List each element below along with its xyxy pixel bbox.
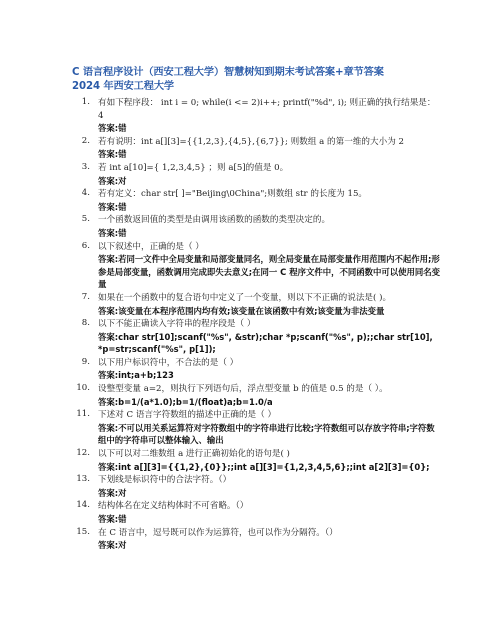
question-answer: 答案:错: [98, 201, 127, 212]
question-number: 6.: [81, 240, 90, 251]
question-item: [72, 409, 440, 447]
question-text: 若有定义：char str[ ]="Beijing\0China";则数组 str 的长度为 15。: [98, 189, 368, 200]
question-number: 1.: [81, 97, 90, 107]
question-item: [72, 97, 440, 135]
question-number: 4.: [81, 188, 90, 199]
title-line-1: C 语言程序设计（西安工程大学）智慧树知到期末考试答案+章节答案: [72, 67, 384, 78]
question-answer: 答案:int;a+b;123: [98, 370, 174, 381]
question-item: [72, 383, 440, 408]
question-text: 以下叙述中，正确的是（ ）: [98, 241, 204, 252]
question-text: 在 C 语言中，逗号既可以作为运算符，也可以作为分隔符。（）: [98, 527, 338, 538]
question-item: [72, 188, 440, 213]
question-text: 下划线是标识符中的合法字符。（）: [98, 475, 232, 486]
question-answer: 答案:若同一文件中全局变量和局部变量同名，则全局变量在局部变量作用范围内不起作用;形参是局部变量，函数调用完成即失去意义;在同一 C 程序文件中，不同函数中可以使用同名变量: [98, 254, 440, 290]
document-title: [72, 66, 452, 94]
question-number: 12.: [76, 448, 90, 459]
question-answer: 答案:错: [98, 149, 127, 160]
question-item: [72, 474, 440, 499]
question-text: 有如下程序段： int i = 0; while(i <= 2)i++; printf("%d", i); 则正确的执行结果是：4: [98, 98, 436, 121]
question-text: 以下不能正确读入字符串的程序段是（ ）: [98, 319, 256, 330]
question-answer: 答案:不可以用关系运算符对字符数组中的字符串进行比较;字符数组可以存放字符串;字符数组中的字符串可以整体输入、输出: [98, 422, 435, 446]
question-item: [72, 357, 440, 382]
question-text: 若有说明：int a[][3]={{1,2,3},{4,5},{6,7}}; 则数组 a 的第一维的大小为 2: [98, 136, 404, 147]
question-text: 结构体名在定义结构体时不可省略。（）: [98, 501, 249, 512]
question-item: [72, 136, 440, 161]
question-item: [72, 292, 440, 317]
question-text: 一个函数返回值的类型是由调用该函数的函数的类型决定的。: [98, 215, 331, 226]
title-line-2: 2024 年西安工程大学: [72, 81, 175, 92]
question-answer: 答案:错: [98, 227, 127, 238]
question-number: 13.: [76, 474, 90, 485]
question-answer: 答案:错: [98, 123, 127, 134]
question-text: 如果在一个函数中的复合语句中定义了一个变量，则以下不正确的说法是( )。: [98, 292, 392, 303]
question-text: 以下可以对二维数组 a 进行正确初始化的语句是( ): [98, 449, 290, 460]
question-number: 2.: [81, 135, 90, 146]
question-text: 设整型变量 a=2，则执行下列语句后，浮点型变量 b 的值是 0.5 的是（ ）。: [98, 384, 388, 395]
question-text: 若 int a[10]={ 1,2,3,4,5} ；则 a[5]的值是 0。: [98, 162, 289, 173]
question-answer: 答案:对: [98, 175, 127, 186]
question-number: 14.: [76, 500, 90, 511]
question-item: [72, 448, 440, 473]
question-answer: 答案:错: [98, 514, 127, 524]
question-list: [72, 97, 440, 553]
question-number: 8.: [81, 318, 90, 329]
question-number: 15.: [76, 526, 90, 537]
question-number: 5.: [81, 214, 90, 225]
question-number: 10.: [76, 383, 90, 394]
question-answer: 答案:该变量在本程序范围内均有效;该变量在该函数中有效;该变量为非法变量: [98, 305, 385, 316]
question-item: [72, 214, 440, 239]
question-item: [72, 162, 440, 187]
question-answer: 答案:char str[10];scanf("%s", &str);char *p;scanf("%s", p);;char str[10], *p=str;scanf("%s", p[1]);: [98, 331, 433, 355]
question-item: [72, 500, 440, 525]
question-answer: 答案:int a[][3]={{1,2},{0}};;int a[][3]={1,2,3,4,5,6};;int a[2][3]={0};: [98, 461, 430, 472]
question-answer: 答案:对: [98, 487, 127, 498]
question-item: [72, 241, 440, 291]
question-item: [72, 318, 440, 356]
question-answer: 答案:对: [98, 540, 127, 551]
question-number: 3.: [81, 161, 90, 172]
question-number: 11.: [76, 409, 90, 420]
question-number: 7.: [81, 291, 90, 302]
question-item: [72, 527, 440, 552]
question-number: 9.: [81, 356, 90, 367]
question-text: 以下用户标识符中，不合法的是（ ）: [98, 357, 239, 368]
question-text: 下述对 C 语言字符数组的描述中正确的是（ ）: [98, 410, 277, 421]
question-answer: 答案:b=1/(a*1.0);b=1/(float)a;b=1.0/a: [98, 396, 273, 407]
